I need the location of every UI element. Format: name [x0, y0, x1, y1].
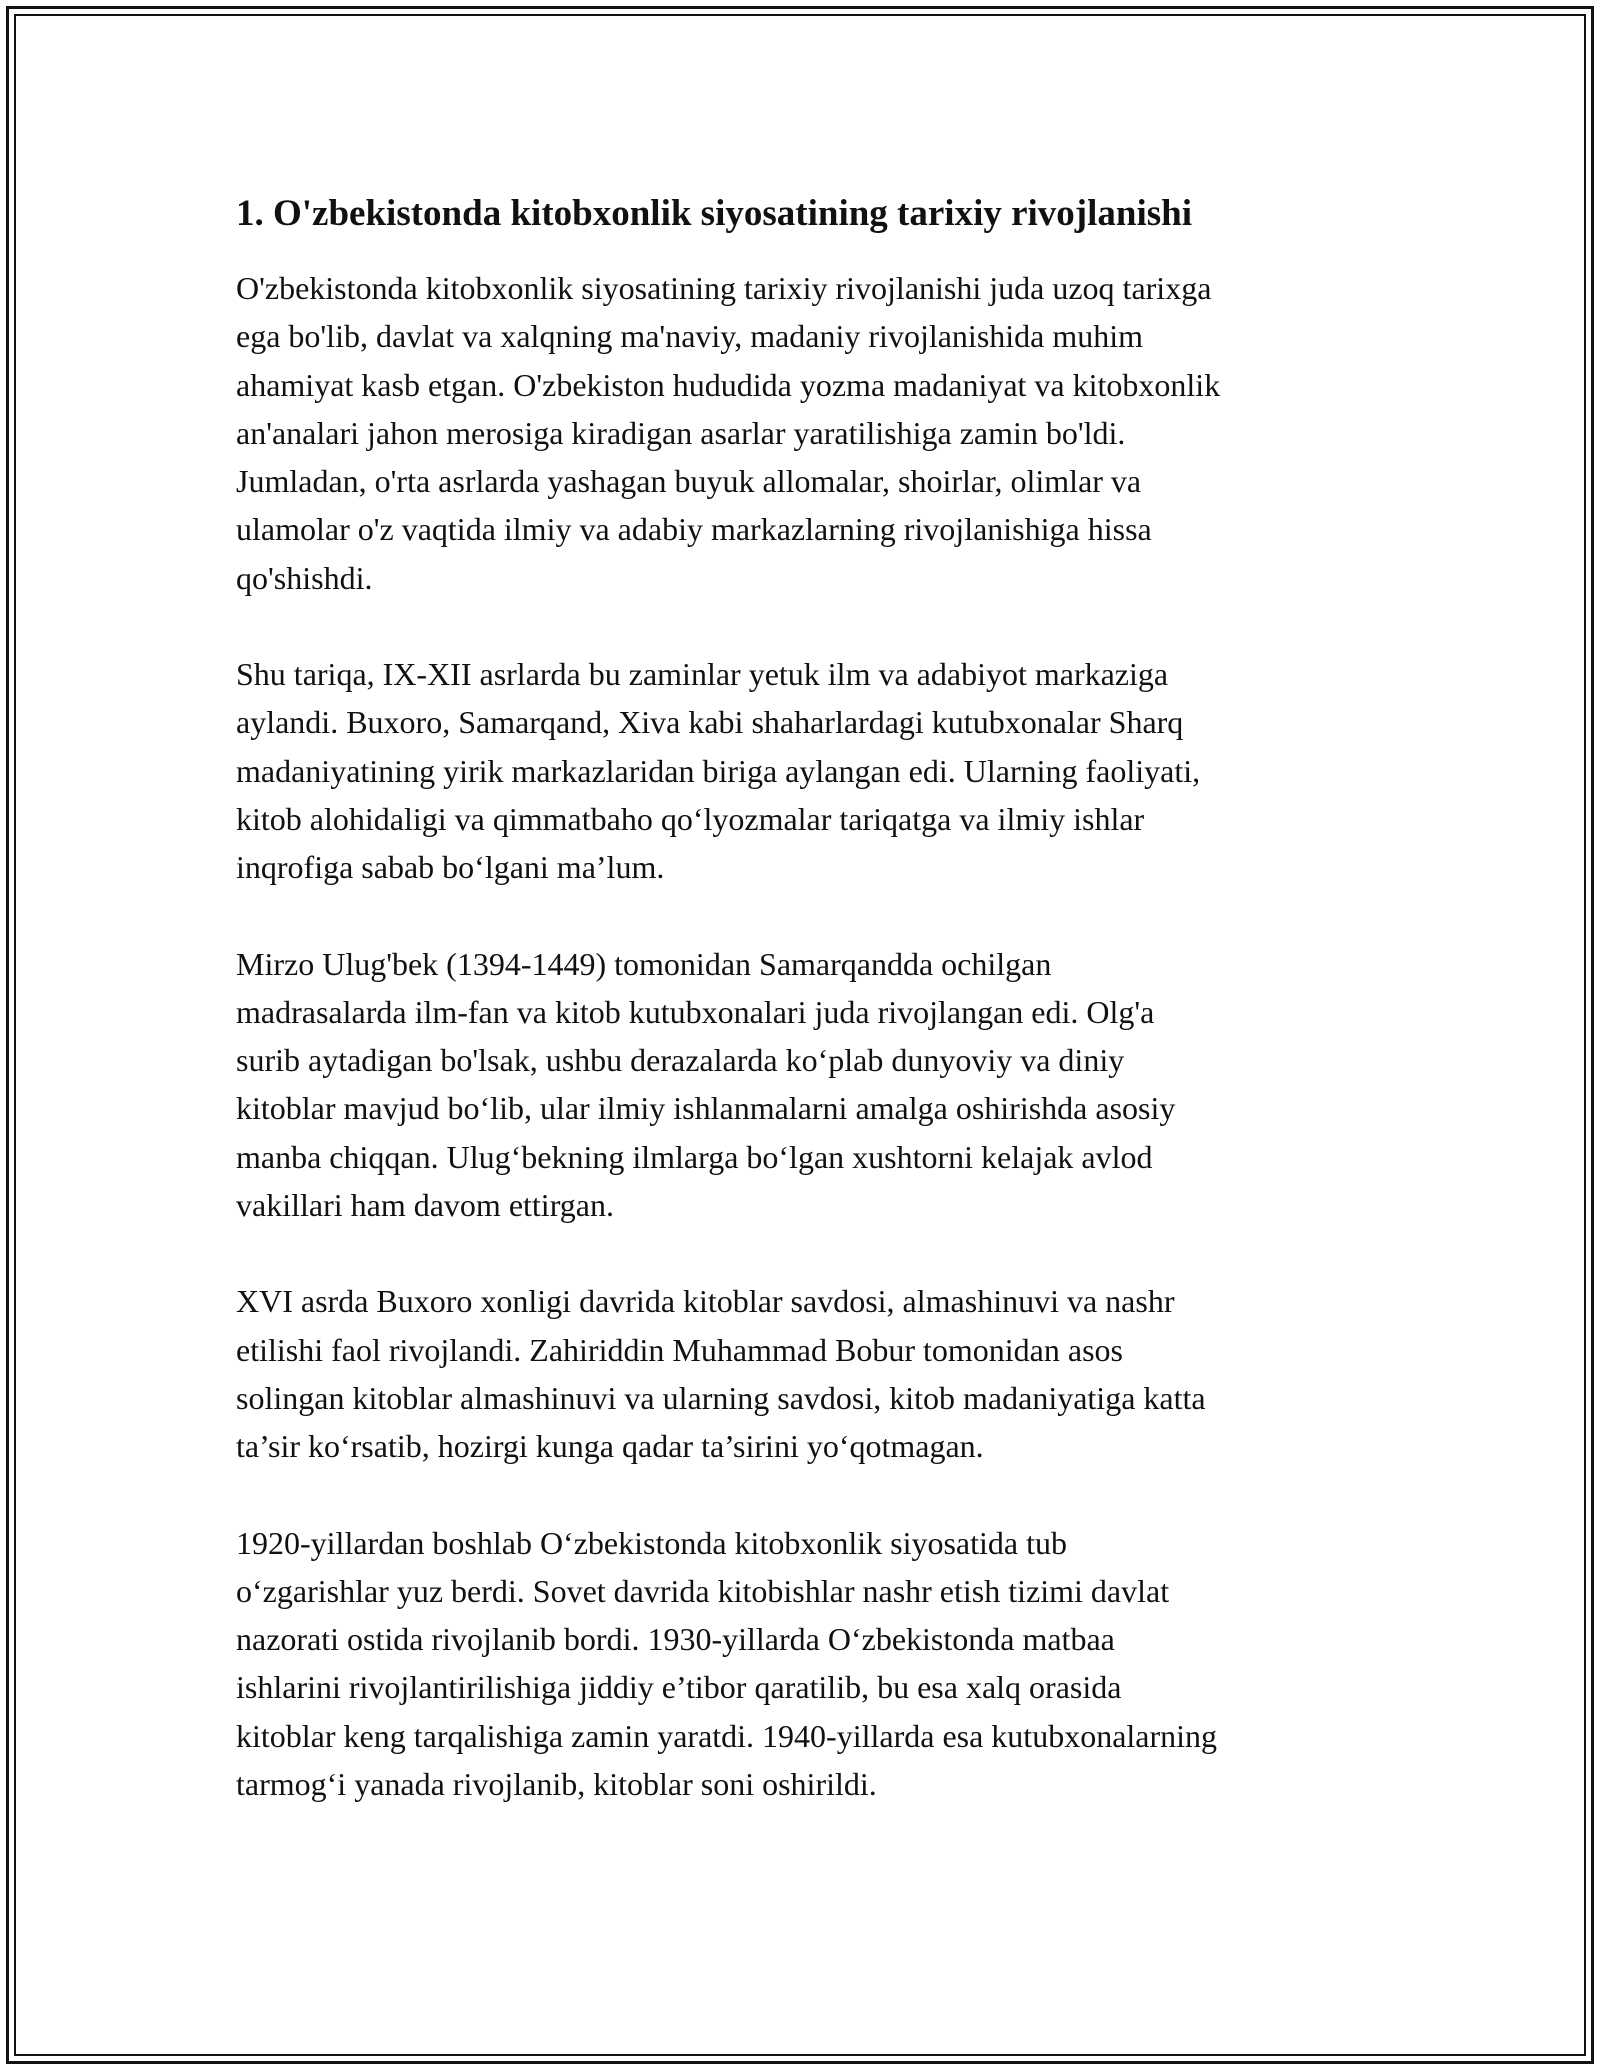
paragraph-2: Shu tariqa, IX-XII asrlarda bu zaminlar yetuk ilm va adabiyot markaziga aylandi. Buxoro, Samarqand, Xiva kabi shaharlardagi kutubxonalar Sharq madaniyatining yirik markazlaridan biriga aylangan edi. Ularning faoliyati, kitob alohidaligi va qimmatbaho qo‘lyozmalar tariqatga va ilmiy ishlar inqrofiga sabab bo‘lgani ma’lum. [236, 656, 1201, 886]
paragraph-3: Mirzo Ulug'bek (1394-1449) tomonidan Samarqandda ochilgan madrasalarda ilm-fan va kitob kutubxonalari juda rivojlangan edi. Olg'a surib aytadigan bo'lsak, ushbu derazalarda ko‘plab dunyoviy va diniy kitoblar mavjud bo‘lib, ular ilmiy ishlanmalarni amalga oshirishda asosiy manba chiqqan. Ulug‘bekning ilmlarga bo‘lgan xushtorni kelajak avlod vakillari ham davom ettirgan. [236, 945, 1176, 1224]
paragraph-1: O'zbekistonda kitobxonlik siyosatining tarixiy rivojlanishi juda uzoq tarixga ega bo'lib, davlat va xalqning ma'naviy, madaniy rivojlanishida muhim ahamiyat kasb etgan. O'zbekiston hududida yozma madaniyat va kitobxonlik an'analari jahon merosiga kiradigan asarlar yaratilishiga zamin bo'ldi. Jumladan, o'rta asrlarda yashagan buyuk allomalar, shoirlar, olimlar va ulamolar o'z vaqtida ilmiy va adabiy markazlarning rivojlanishiga hissa qo'shishdi. [236, 270, 1221, 596]
paragraph-4: XVI asrda Buxoro xonligi davrida kitoblar savdosi, almashinuvi va nashr etilishi faol rivojlandi. Zahiriddin Muhammad Bobur tomonidan asos solingan kitoblar almashinuvi va ularning savdosi, kitob madaniyatiga katta ta’sir ko‘rsatib, hozirgi kunga qadar ta’sirini yo‘qotmagan. [236, 1283, 1206, 1465]
document-page [236, 188, 1376, 1856]
paragraph-5: 1920-yillardan boshlab O‘zbekistonda kitobxonlik siyosatida tub o‘zgarishlar yuz berdi. Sovet davrida kitobishlar nashr etish tizimi davlat nazorati ostida rivojlanib bordi. 1930-yillarda O‘zbekistonda matbaa ishlarini rivojlantirilishiga jiddiy e’tibor qaratilib, bu esa xalq orasida kitoblar keng tarqalishiga zamin yaratdi. 1940-yillarda esa kutubxonalarning tarmog‘i yanada rivojlanib, kitoblar soni oshirildi. [236, 1524, 1218, 1803]
section-title: 1. O'zbekistonda kitobxonlik siyosatining tarixiy rivojlanishi [236, 193, 1193, 234]
